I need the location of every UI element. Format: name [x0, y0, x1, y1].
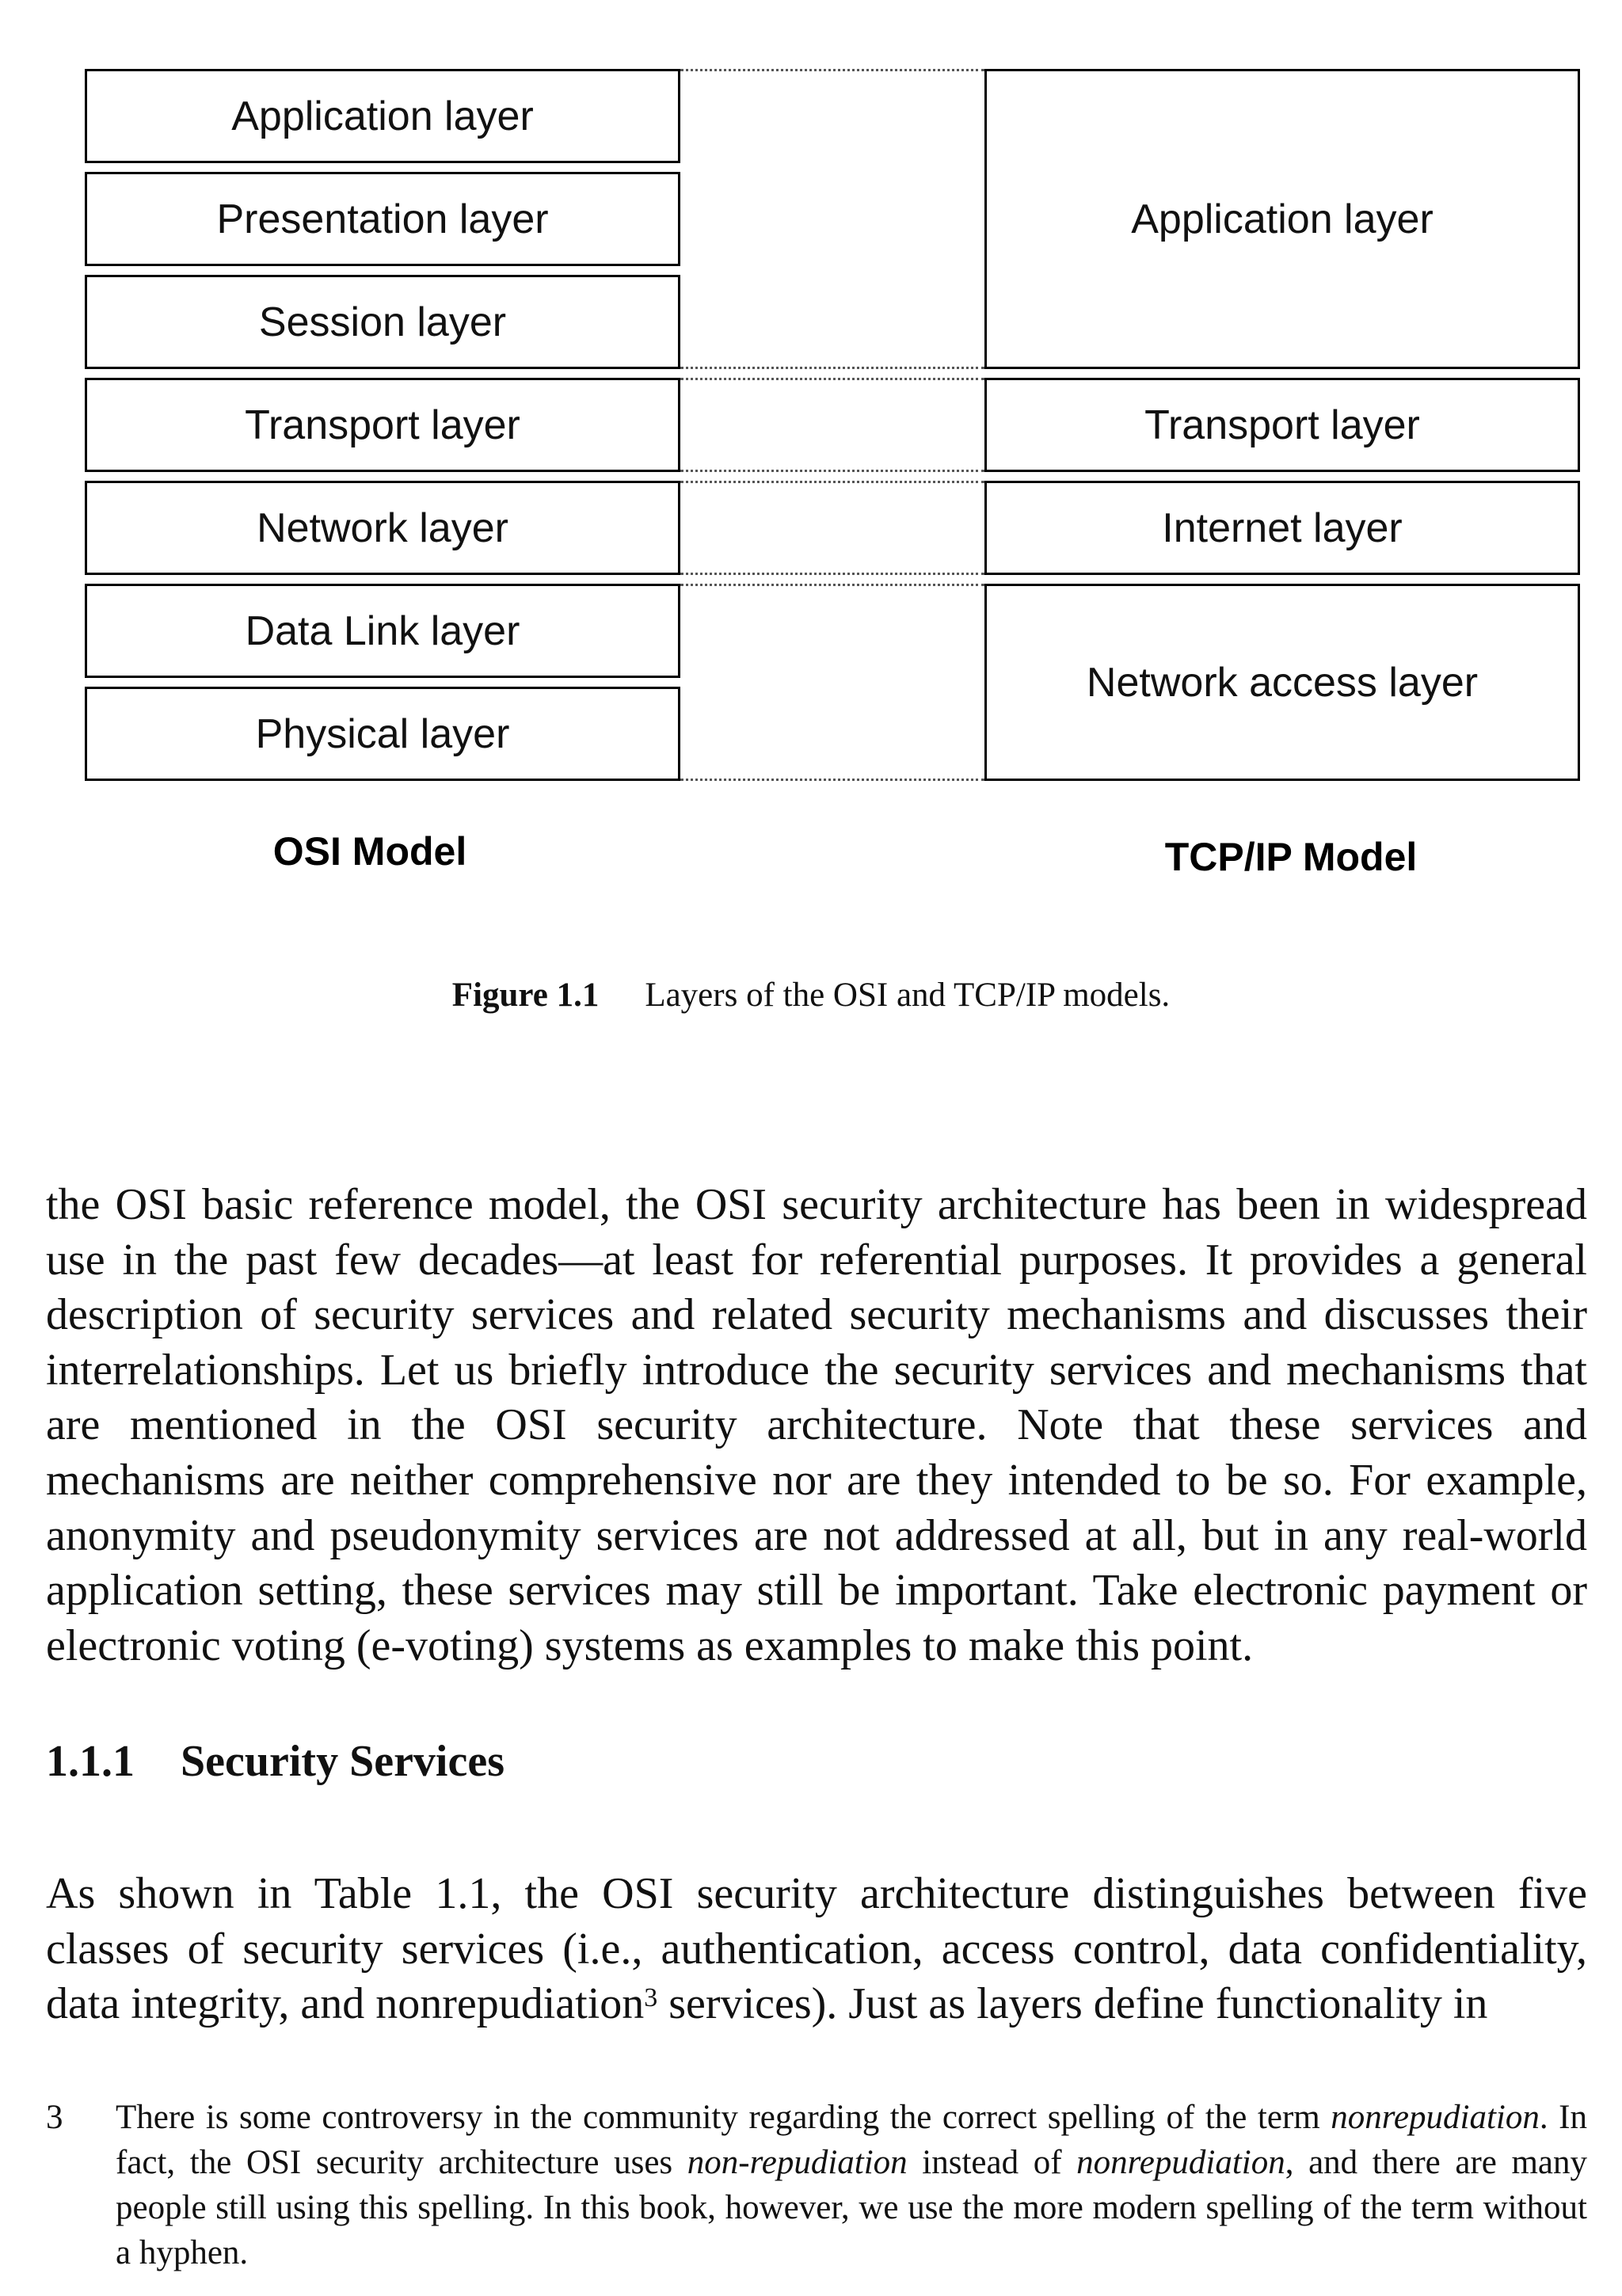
osi-data-link-layer: Data Link layer — [85, 584, 680, 678]
figure-caption — [0, 976, 1622, 1015]
footnote-italic-term: nonrepudiation — [1076, 2144, 1285, 2181]
dotted-connector — [680, 69, 984, 71]
osi-network-layer: Network layer — [85, 481, 680, 575]
footnote-italic-term: non-repudiation — [687, 2144, 908, 2181]
figure-caption-text: Layers of the OSI and TCP/IP models. — [645, 977, 1171, 1014]
osi-model-label: OSI Model — [272, 829, 467, 874]
tcpip-internet-layer: Internet layer — [984, 481, 1580, 575]
body-paragraph: the OSI basic reference model, the OSI security architecture has been in widespread use in the past few decades—at least for referential purposes. It provides a general description of security services and related security mechanisms and discusses their interrelationships. Let us briefly introduce the security services and mechanisms that are mentioned in the OSI security architecture. Note that these services and mechanisms are neither comprehensive nor are they intended to be so. For example, anonymity and pseudonymity services are not addressed at all, but in any real-world application setting, these services may still be important. Take electronic payment or electronic voting (e-voting) systems as examples to make this point. — [46, 1180, 1587, 1670]
dotted-connector — [680, 779, 984, 781]
footnote-italic-term: nonrepudiation — [1331, 2099, 1540, 2136]
dotted-connector — [680, 378, 984, 380]
paragraph-text: As shown in Table 1.1, the OSI security architecture distinguishes between five classes of security services (i.e., authentication, access control, data confidentiality, data integrity, and nonrepudiation — [46, 1869, 1587, 2029]
paragraph-text: services). Just as layers define functionality in — [657, 1979, 1488, 2029]
tcpip-network-access-layer: Network access layer — [984, 584, 1580, 781]
section-number: 1.1.1 — [46, 1737, 135, 1786]
tcpip-application-layer: Application layer — [984, 69, 1580, 369]
dotted-connector — [680, 584, 984, 586]
tcpip-model-label: TCP/IP Model — [1164, 835, 1418, 879]
footnote-text-run: , and there are many people still using this spelling. In this book, however, we use the more modern spelling of the term without a hyphen. — [116, 2144, 1587, 2271]
body-paragraph — [46, 1867, 1587, 2032]
footnote-reference[interactable]: 3 — [644, 1983, 658, 2013]
tcpip-transport-layer: Transport layer — [984, 378, 1580, 472]
footnote-text-run: instead of — [907, 2144, 1077, 2181]
dotted-connector — [680, 470, 984, 472]
osi-presentation-layer: Presentation layer — [85, 172, 680, 266]
osi-physical-layer: Physical layer — [85, 687, 680, 781]
section-title: Security Services — [181, 1737, 504, 1786]
osi-application-layer: Application layer — [85, 69, 680, 163]
footnote-number: 3 — [46, 2099, 63, 2136]
dotted-connector — [680, 573, 984, 575]
footnote — [46, 2095, 1587, 2275]
footnote-text-run: There is some controversy in the community regarding the correct spelling of the term — [116, 2099, 1331, 2136]
footnote-text — [116, 2095, 1587, 2275]
figure-number: Figure 1.1 — [451, 977, 600, 1014]
osi-transport-layer: Transport layer — [85, 378, 680, 472]
section-heading — [46, 1736, 504, 1787]
dotted-connector — [680, 367, 984, 369]
osi-session-layer: Session layer — [85, 275, 680, 369]
dotted-connector — [680, 481, 984, 483]
footnote-text-run: . In fact, the OSI security architecture uses — [116, 2099, 1587, 2181]
